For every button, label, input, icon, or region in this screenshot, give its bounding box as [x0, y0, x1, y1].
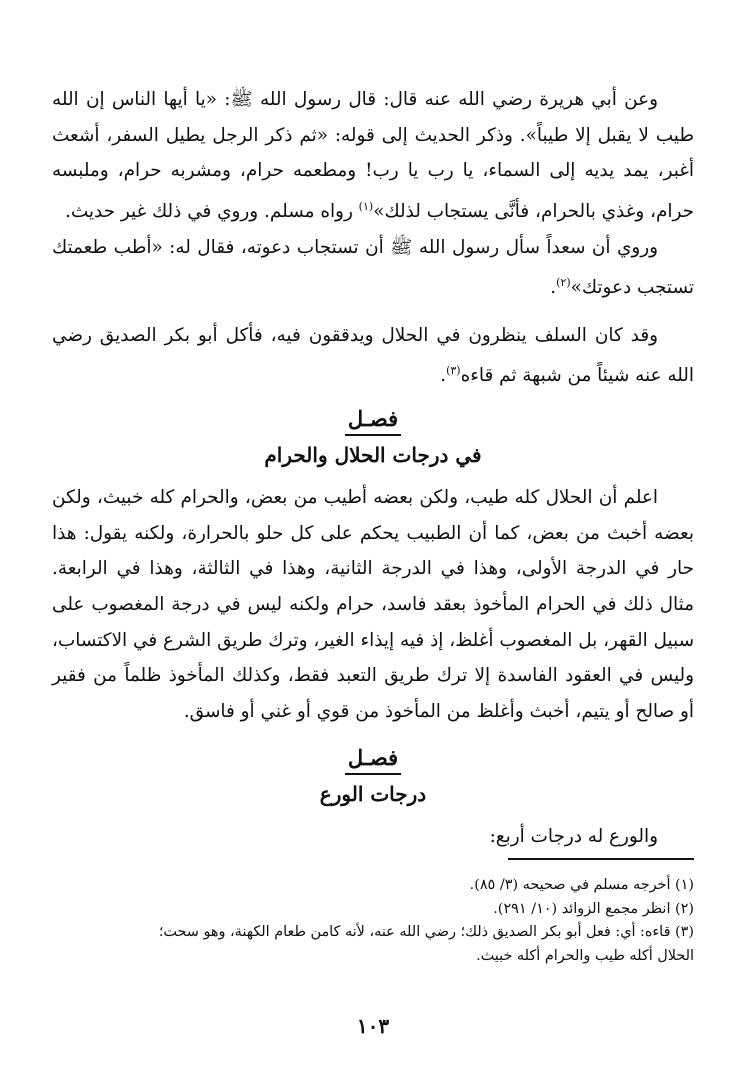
footnote-separator	[508, 858, 694, 860]
footnote-3-continued: الحلال أكله طيب والحرام أكله خبيث.	[476, 947, 694, 964]
footnote-2: (٢) انظر مجمع الزوائد (١٠/ ٢٩١).	[493, 900, 694, 917]
section-title: درجات الورع	[319, 782, 427, 807]
footnote-ref-2[interactable]: (٢)	[556, 276, 571, 290]
section-heading-wara	[52, 743, 694, 811]
section-title: في درجات الحلال والحرام	[264, 443, 482, 468]
page-number: ١٠٣	[356, 1014, 390, 1038]
footnote-ref-3[interactable]: (٣)	[446, 364, 461, 378]
footnote-3: (٣) قاءه: أي: فعل أبو بكر الصديق ذلك؛ رضي الله عنه، لأنه كامن طعام الكهنة، وهو سحت؛	[158, 924, 694, 940]
paragraph-wara-intro: والورع له درجات أربع:	[489, 826, 658, 848]
footnote-ref-1[interactable]: (١)	[358, 199, 374, 213]
section-label: فصـل	[347, 745, 399, 771]
footnote-1: (١) أخرجه مسلم في صحيحه (٣/ ٨٥).	[469, 877, 694, 893]
paragraph-degrees-halal: اعلم أن الحلال كله طيب، ولكن بعضه أطيب من بعض، والحرام كله خبيث، ولكن بعضه أخبث من بعض، كما أن الطبيب يحكم على كل حلو بالحرارة، ولكنه يقول: هذا حار في الدرجة الأولى، وهذا في الدرجة الثانية، وهذا في الثالثة، وهذا في الرابعة. مثال ذلك في الحرام المأخوذ بعقد فاسد، حرام ولكنه ليس في درجة المغصوب على سبيل القهر، بل المغصوب أغلظ، إذ فيه إيذاء الغير، وترك طريق الشرع في الاكتساب، وليس في العقود الفاسدة إلا ترك طريق التعبد فقط، وكذلك المأخوذ ظلماً من فقير أو صالح أو يتيم، أخبث وأغلظ من المأخوذ من قوي أو غني أو فاسق.	[52, 487, 694, 722]
section-heading-halal-haram	[52, 404, 694, 472]
paragraph-hadith-abu-hurayra: وعن أبي هريرة رضي الله عنه قال: قال رسول الله ﷺ: «يا أيها الناس إن الله طيب لا يقبل إلا طيباً». وذكر الحديث إلى قوله: «ثم ذكر الرجل يطيل السفر، أشعث أغبر، يمد يديه إلى السماء، يا رب يا رب! ومطعمه حرام، ومشربه حرام، وملبسه حرام، وغذي بالحرام، فأنَّى يستجاب لذلك»$^{(١)}$ رواه مسلم. وروي في ذلك غير حديث.	[52, 89, 694, 222]
heading-underline	[345, 434, 401, 436]
paragraph-salaf: وقد كان السلف ينظرون في الحلال ويدققون فيه، فأكل أبو بكر الصديق رضي الله عنه شيئاً من شبهة ثم قاءه$^{(٣)}$.	[52, 324, 694, 387]
footnotes	[40, 874, 694, 968]
heading-underline	[345, 773, 401, 775]
paragraph-hadith-saad: وروي أن سعداً سأل رسول الله ﷺ أن تستجاب دعوته، فقال له: «أطب طعمتك تستجب دعوتك»$^{(٢)}$.	[52, 236, 694, 299]
section-label: فصـل	[347, 406, 399, 432]
